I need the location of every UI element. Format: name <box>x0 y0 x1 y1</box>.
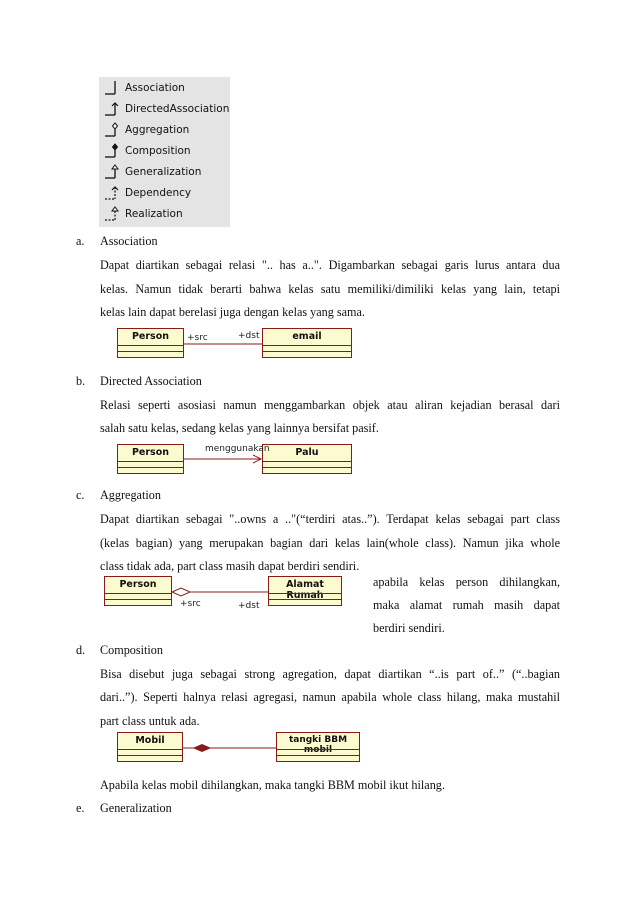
section-marker: c. <box>76 488 85 502</box>
association-label: menggunakan <box>205 444 270 454</box>
toolbox-item-label: Realization <box>125 208 183 220</box>
paragraph-line: Dapat diartikan sebagai relasi ".. has a..". Digambarkan sebagai garis lurus antara dua <box>100 258 560 272</box>
section-heading: Association <box>100 234 158 248</box>
paragraph-line: class tidak ada, part class masih dapat berdiri sendiri. <box>100 559 360 573</box>
class-name: tangki BBM mobil <box>288 735 348 755</box>
paragraph-line: dari..”). Seperti halnya relasi agregasi, namun apabila whole class hilang, maka mustahil <box>100 690 560 704</box>
side-note-line: apabila kelas person dihilangkan, <box>373 575 560 589</box>
toolbox-item-label: Association <box>125 82 185 94</box>
side-note-line: maka alamat rumah masih dapat <box>373 598 560 612</box>
class-name: Person <box>131 331 170 342</box>
class-name: Palu <box>295 447 319 458</box>
class-name: Person <box>131 447 170 458</box>
role-label-src: +src <box>180 599 201 609</box>
section-marker: e. <box>76 801 85 815</box>
role-label-dst: +dst <box>238 601 260 611</box>
paragraph-line: Dapat diartikan sebagai "..owns a .."(“terdiri atas..”). Terdapat kelas sebagai part class <box>100 512 560 526</box>
section-marker: a. <box>76 234 85 248</box>
role-label-src: +src <box>187 333 208 343</box>
paragraph-line: kelas. Namun tidak berarti bahwa kelas satu memiliki/dimiliki kelas yang lain, tetapi <box>100 282 560 296</box>
paragraph-line: kelas lain dapat berelasi juga dengan kelas yang sama. <box>100 305 365 319</box>
aggregation-diamond <box>172 588 190 596</box>
section-heading: Aggregation <box>100 488 161 502</box>
toolbox-item-label: Aggregation <box>125 124 190 136</box>
paragraph-line: Apabila kelas mobil dihilangkan, maka tangki BBM mobil ikut hilang. <box>100 778 445 792</box>
class-name: Mobil <box>135 735 165 746</box>
paragraph-line: salah satu kelas, sedang kelas yang lainnya bersifat pasif. <box>100 421 379 435</box>
toolbox-item-label: Dependency <box>125 187 192 199</box>
section-marker: d. <box>76 643 86 657</box>
section-heading: Generalization <box>100 801 172 815</box>
toolbox-item-label: Generalization <box>125 166 202 178</box>
class-name: email <box>292 331 322 342</box>
section-heading: Composition <box>100 643 163 657</box>
toolbox-item-label: DirectedAssociation <box>125 103 230 115</box>
paragraph-line: Relasi seperti asosiasi namun menggambarkan objek atau aliran kejadian berasal dari <box>100 398 560 412</box>
side-note-line: berdiri sendiri. <box>373 621 445 635</box>
section-marker: b. <box>76 374 86 388</box>
paragraph-line: part class untuk ada. <box>100 714 200 728</box>
paragraph-line: (kelas bagian) yang merupakan bagian dari kelas lain(whole class). Namun jika whole <box>100 536 560 550</box>
section-heading: Directed Association <box>100 374 202 388</box>
class-name: Person <box>119 579 157 590</box>
class-name: Alamat Rumah <box>286 579 324 601</box>
composition-diamond <box>194 745 210 752</box>
paragraph-line: Bisa disebut juga sebagai strong agregation, dapat diartikan “..is part of..” (“..bagian <box>100 667 560 681</box>
toolbox-item-label: Composition <box>125 145 191 157</box>
role-label-dst: +dst <box>238 331 260 341</box>
